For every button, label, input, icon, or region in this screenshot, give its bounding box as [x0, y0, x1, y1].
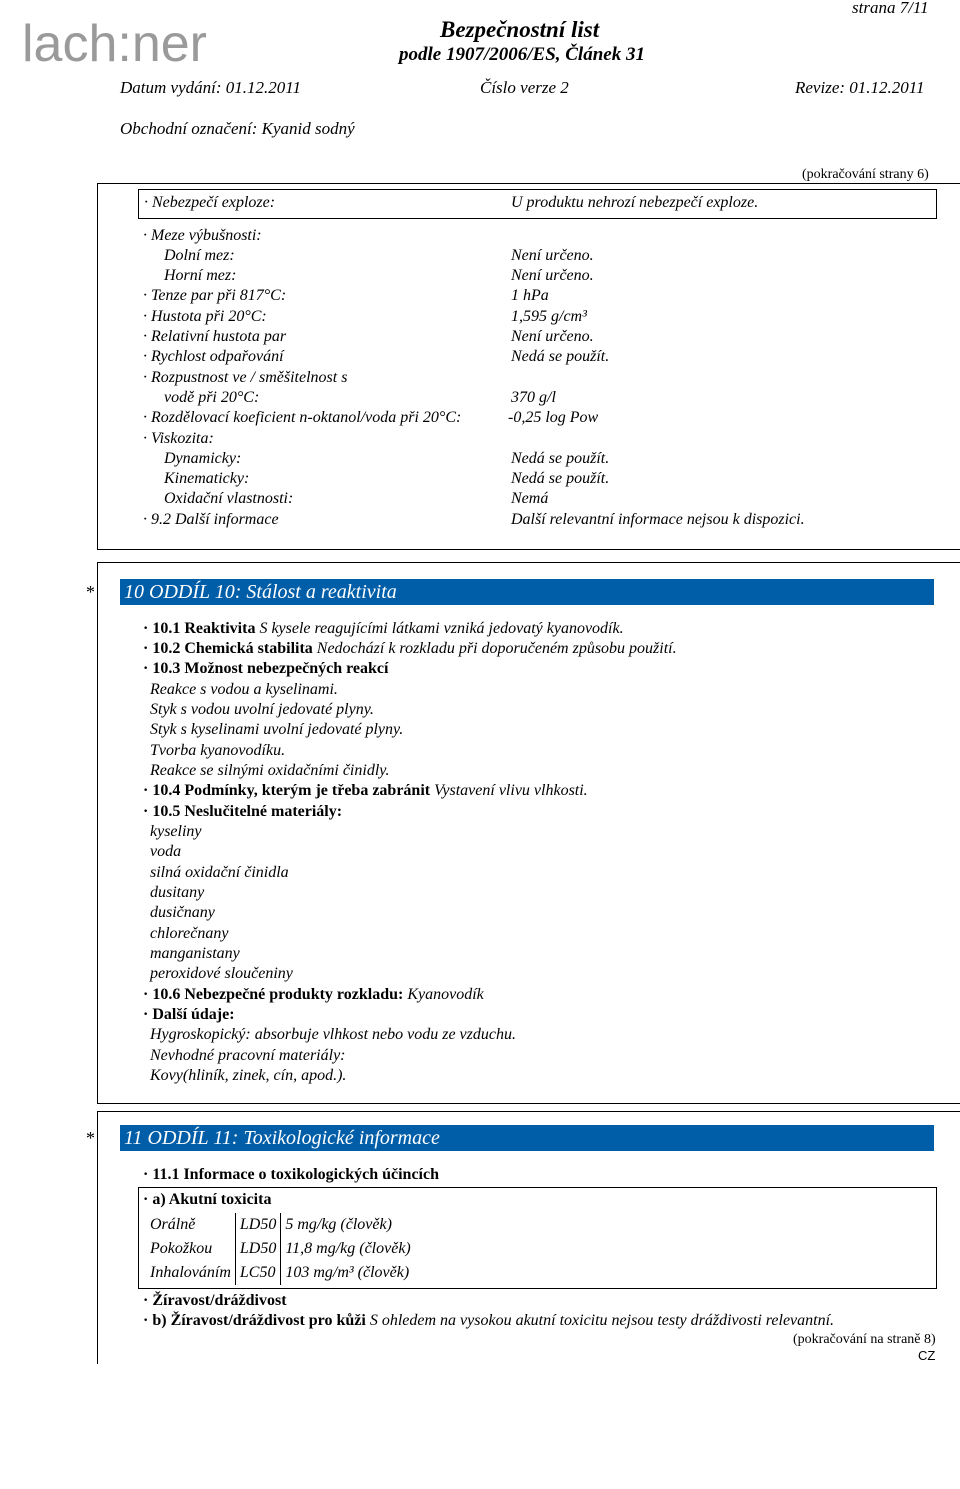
property-label: · Meze výbušnosti:: [143, 227, 262, 244]
route-cell: Orálně: [150, 1216, 196, 1233]
section11-heading: 11 ODDÍL 11: Toxikologické informace: [120, 1125, 934, 1151]
continued-from: (pokračování strany 6): [802, 167, 929, 182]
revision-star: *: [86, 1128, 95, 1148]
route-cell: Pokožkou: [150, 1240, 213, 1257]
property-label: Dolní mez:: [164, 247, 235, 264]
property-label: Dynamicky:: [164, 450, 242, 467]
list-item: peroxidové sloučeniny: [150, 965, 293, 982]
list-item: silná oxidační činidla: [150, 864, 289, 881]
language-code: CZ: [918, 1348, 936, 1363]
issue-date: Datum vydání: 01.12.2011: [120, 78, 301, 97]
value-cell: 5 mg/kg (člověk): [285, 1216, 392, 1233]
list-item: Kovy(hliník, zinek, cín, apod.).: [150, 1067, 347, 1084]
property-value: Nedá se použít.: [511, 470, 610, 487]
explosion-value: U produktu nehrozí nebezpečí exploze.: [511, 194, 759, 211]
reactivity: · 10.1 Reaktivita S kysele reagujícími látkami vzniká jedovatý kyanovodík.: [143, 620, 624, 637]
property-label: · 9.2 Další informace: [143, 511, 279, 528]
additional-info-label: · Další údaje:: [143, 1006, 235, 1023]
list-item: dusitany: [150, 884, 205, 901]
section10-heading: 10 ODDÍL 10: Stálost a reaktivita: [120, 579, 934, 605]
document-title: Bezpečnostní list: [440, 17, 600, 42]
property-value: Není určeno.: [511, 328, 594, 345]
property-value: -0,25 log Pow: [508, 409, 599, 426]
property-value: 370 g/l: [511, 389, 556, 406]
property-value: Není určeno.: [511, 247, 594, 264]
property-label: · Rozdělovací koeficient n-oktanol/voda při 20°C:: [143, 409, 462, 426]
list-item: dusičnany: [150, 904, 215, 921]
property-label: · Rozpustnost ve / směšitelnost s: [143, 369, 348, 386]
list-item: Styk s vodou uvolní jedovaté plyny.: [150, 701, 374, 718]
document-subtitle: podle 1907/2006/ES, Článek 31: [399, 44, 645, 65]
list-item: Hygroskopický: absorbuje vlhkost nebo vodu ze vzduchu.: [150, 1026, 516, 1043]
decomposition-products: · 10.6 Nebezpečné produkty rozkladu: Kyanovodík: [143, 986, 484, 1003]
property-label: · Viskozita:: [143, 430, 214, 447]
list-item: Reakce s vodou a kyselinami.: [150, 681, 338, 698]
property-value: 1 hPa: [511, 287, 549, 304]
property-label: · Tenze par při 817°C:: [143, 287, 287, 304]
company-logo: lach:ner: [22, 15, 207, 73]
skin-corrosion: · b) Žíravost/dráždivost pro kůži S ohledem na vysokou akutní toxicitu nejsou testy dráždivosti relevantní.: [143, 1312, 835, 1329]
incompatible-materials-label: · 10.5 Neslučitelné materiály:: [143, 803, 343, 820]
list-item: Reakce se silnými oxidačními činidly.: [150, 762, 390, 779]
value-cell: 103 mg/m³ (člověk): [285, 1264, 410, 1281]
list-item: chlorečnany: [150, 925, 229, 942]
value-cell: 11,8 mg/kg (člověk): [285, 1240, 411, 1257]
acute-toxicity-table: [146, 1213, 415, 1285]
property-label: · Rychlost odpařování: [143, 348, 284, 365]
type-cell: LD50: [235, 1213, 280, 1237]
continued-to: (pokračování na straně 8): [793, 1332, 936, 1347]
revision-star: *: [86, 582, 95, 602]
chemical-stability: · 10.2 Chemická stabilita Nedochází k rozkladu při doporučeném způsobu použití.: [143, 640, 677, 657]
conditions-to-avoid: · 10.4 Podmínky, kterým je třeba zabránit Vystavení vlivu vlhkosti.: [143, 782, 588, 799]
page-number: strana 7/11: [852, 0, 929, 17]
table-row: [146, 1261, 415, 1285]
property-label: Horní mez:: [164, 267, 237, 284]
property-value: Není určeno.: [511, 267, 594, 284]
list-item: manganistany: [150, 945, 240, 962]
corrosion-label: · Žíravost/dráždivost: [143, 1292, 287, 1309]
list-item: voda: [150, 843, 182, 860]
acute-toxicity-label: · a) Akutní toxicita: [143, 1191, 272, 1208]
route-cell: Inhalováním: [150, 1264, 231, 1281]
table-row: [146, 1237, 415, 1261]
property-label: Oxidační vlastnosti:: [164, 490, 294, 507]
hazardous-reactions-label: · 10.3 Možnost nebezpečných reakcí: [143, 660, 389, 677]
property-value: Nedá se použít.: [511, 450, 610, 467]
list-item: Nevhodné pracovní materiály:: [150, 1047, 346, 1064]
version-number: Číslo verze 2: [480, 78, 569, 97]
list-item: Styk s kyselinami uvolní jedovaté plyny.: [150, 721, 404, 738]
list-item: kyseliny: [150, 823, 202, 840]
property-value: Nemá: [511, 490, 549, 507]
revision-date: Revize: 01.12.2011: [795, 78, 925, 97]
type-cell: LD50: [235, 1237, 280, 1261]
property-label: · Relativní hustota par: [143, 328, 287, 345]
property-value: 1,595 g/cm³: [511, 308, 587, 325]
property-label: Kinematicky:: [164, 470, 250, 487]
table-row: [146, 1213, 415, 1237]
list-item: Tvorba kyanovodíku.: [150, 742, 286, 759]
property-value: Další relevantní informace nejsou k dispozici.: [511, 511, 805, 528]
property-label: vodě při 20°C:: [164, 389, 260, 406]
toxicological-info-label: · 11.1 Informace o toxikologických účincích: [143, 1166, 439, 1183]
property-value: Nedá se použít.: [511, 348, 610, 365]
explosion-label: · Nebezpečí exploze:: [144, 194, 276, 211]
trade-name: Obchodní označení: Kyanid sodný: [120, 119, 355, 138]
property-label: · Hustota při 20°C:: [143, 308, 267, 325]
type-cell: LC50: [235, 1261, 280, 1285]
